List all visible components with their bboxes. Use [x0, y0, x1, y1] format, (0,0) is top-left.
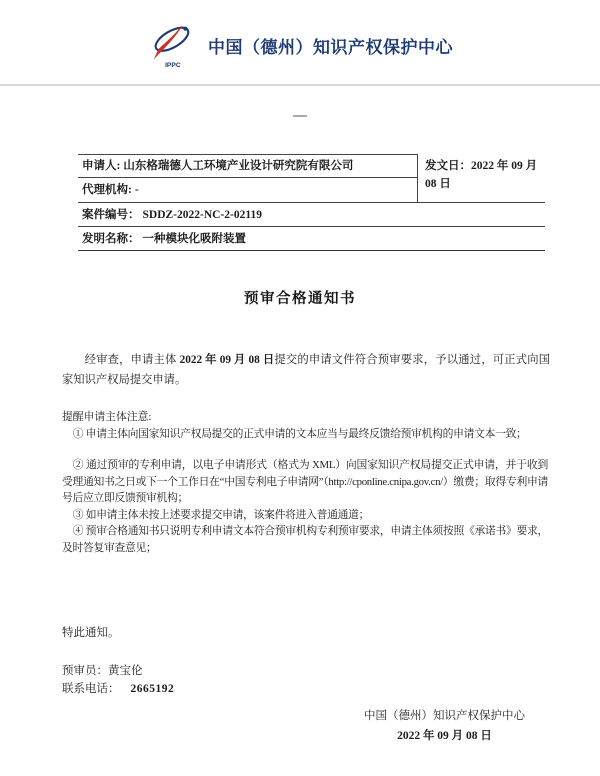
examiner-name: 黄宝伦	[108, 665, 143, 677]
agency-label: 代理机构:	[82, 184, 132, 196]
examiner-label: 预审员：	[62, 665, 108, 677]
applicant-row	[78, 155, 417, 178]
ippc-logo-icon	[147, 19, 195, 71]
applicant-value: 山东格瑞德人工环境产业设计研究院有限公司	[123, 160, 354, 172]
closing-statement: 特此通知。	[62, 627, 120, 639]
note-item-2: ② 通过预审的专利申请，以电子申请形式（格式为 XML）向国家知识产权局提交正式申请，并于收到受理通知书之日或下一个工作日在“中国专利电子申请网”（http://cponline.cnipa.gov.cn/）缴费；取得专利申请号后应立即反馈预审机构；	[62, 459, 548, 504]
agency-row	[78, 178, 417, 202]
note-item-1: ① 申请主体向国家知识产权局提交的正式申请的文本应当与最终反馈给预审机构的申请文本一致；	[72, 427, 527, 440]
notes-list	[62, 426, 548, 557]
result-paragraph	[62, 350, 550, 390]
case-number-row	[78, 203, 545, 227]
signature-org: 中国（德州）知识产权保护中心	[364, 710, 525, 722]
case-number-label: 案件编号：	[82, 209, 140, 221]
phone-number: 2665192	[130, 683, 175, 695]
signature-block	[364, 706, 525, 746]
page-break-dash	[293, 115, 307, 117]
signature-date: 2022 年 09 月 08 日	[397, 730, 492, 742]
notes-heading: 提醒申请主体注意:	[62, 411, 152, 423]
invention-title-row	[78, 227, 545, 251]
agency-value: -	[134, 184, 139, 196]
issue-date-cell	[418, 154, 545, 202]
org-title: 中国（德州）知识产权保护中心	[208, 37, 453, 57]
examiner-block	[62, 662, 600, 698]
invention-value: 一种模块化吸附装置	[142, 233, 246, 245]
phone-label: 联系电话：	[62, 683, 120, 695]
document-title: 预审合格通知书	[244, 291, 356, 307]
letterhead	[0, 0, 600, 86]
note-item-3: ③ 如申请主体未按上述要求提交申请，该案件将进入普通通道；	[72, 508, 370, 521]
body-text-before-date: 经审查，申请主体	[84, 354, 180, 366]
note-item-4: ④ 预审合格通知书只说明专利申请文本符合预审机构专利预审要求，申请主体须按照《承诺书》要求，及时答复审查意见；	[62, 525, 548, 554]
issue-date-value: 2022 年 09 月 08 日	[425, 160, 538, 190]
case-number-value: SDDZ-2022-NC-2-02119	[142, 209, 262, 221]
submission-date: 2022 年 09 月 08 日	[179, 354, 275, 366]
applicant-label: 申请人:	[82, 160, 121, 172]
case-info-table	[78, 154, 545, 251]
body-text-after-date: 提交的申请文件符合预审要求，予以通过，可正式向国家知识产权局提交申请。	[62, 354, 550, 386]
issue-date-label: 发文日：	[425, 160, 471, 172]
invention-label: 发明名称：	[82, 233, 140, 245]
logo-ippc-text: IPPC	[165, 62, 181, 70]
phone-row	[62, 680, 600, 698]
examiner-row	[62, 662, 600, 680]
